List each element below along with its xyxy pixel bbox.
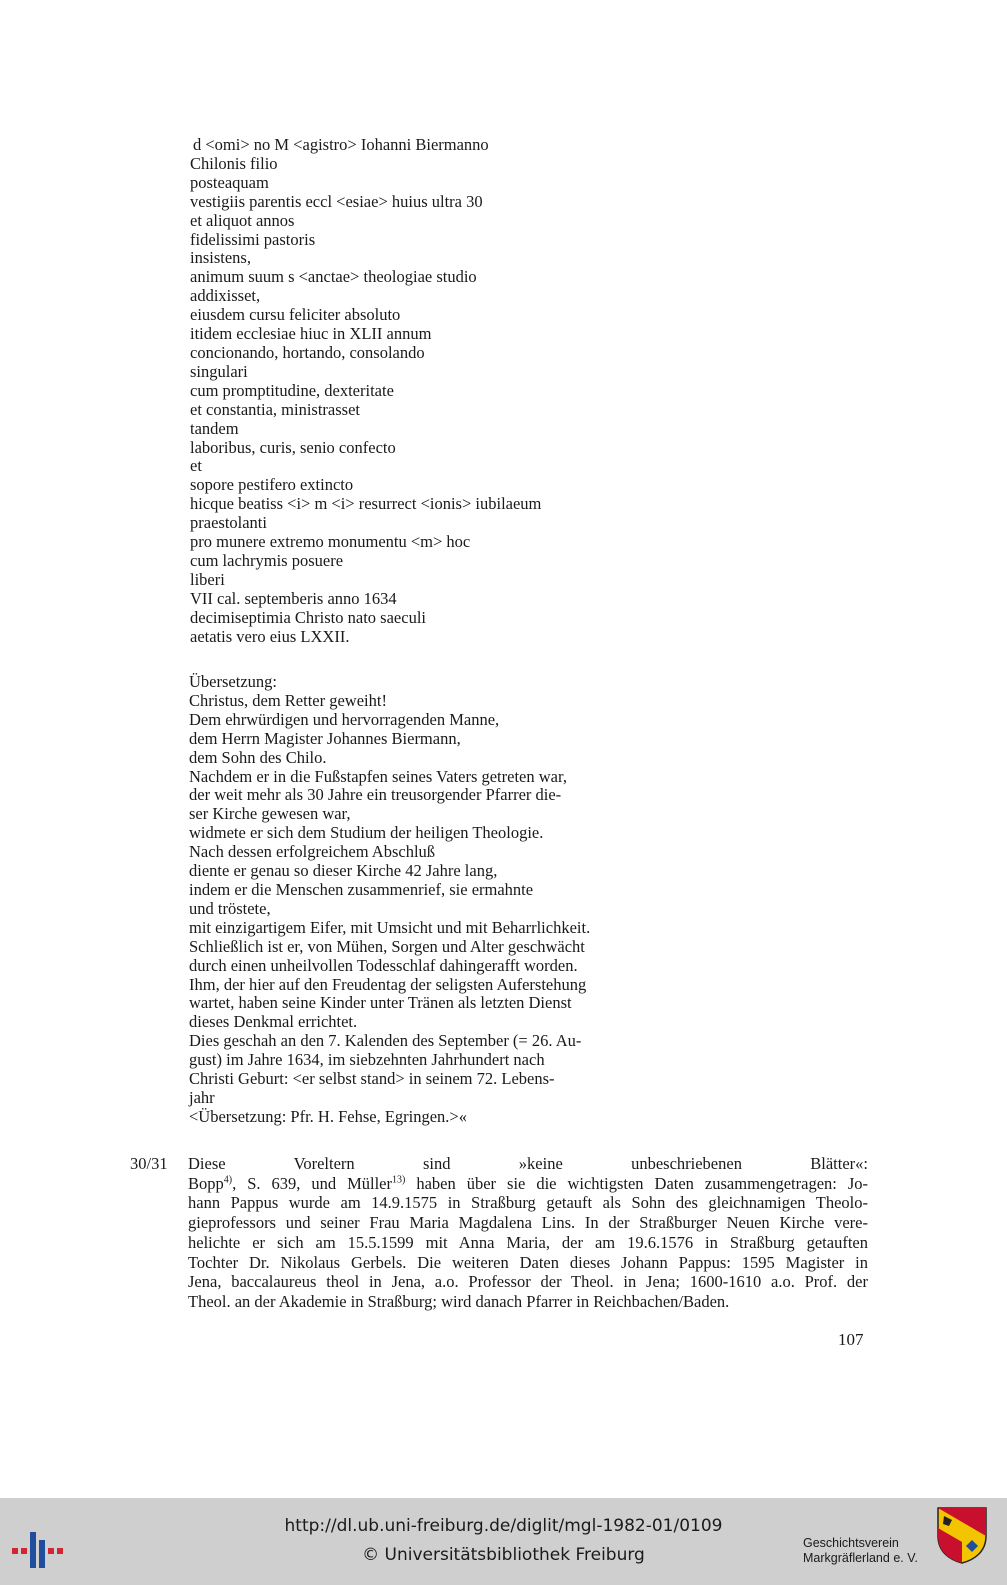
latin-line: VII cal. septemberis anno 1634 xyxy=(190,588,397,608)
latin-line: laboribus, curis, senio confecto xyxy=(190,437,396,457)
latin-line: sopore pestifero extincto xyxy=(190,475,354,495)
page-number: 107 xyxy=(838,1330,864,1349)
german-line: gust) im Jahre 1634, im siebzehnten Jahrhundert nach xyxy=(189,1050,545,1070)
footer-bar xyxy=(0,1498,1007,1585)
german-line: Schließlich ist er, von Mühen, Sorgen und Alter geschwächt xyxy=(189,936,585,956)
german-line: Christi Geburt: <er selbst stand> in seinem 72. Lebens- xyxy=(189,1069,555,1089)
latin-line: aetatis vero eius LXXII. xyxy=(190,626,350,646)
latin-line: d <omi> no M <agistro> Iohanni Biermanno xyxy=(193,135,489,154)
latin-line: animum suum s <anctae> theologiae studio xyxy=(190,267,477,287)
latin-line: insistens, xyxy=(190,248,251,268)
german-translation xyxy=(189,665,689,1127)
footnote-ref: 4) xyxy=(223,1174,233,1186)
german-line: Übersetzung: xyxy=(189,672,277,691)
german-line: durch einen unheilvollen Todesschlaf dahingerafft worden. xyxy=(189,955,578,975)
german-line: dieses Denkmal errichtet. xyxy=(189,1012,358,1032)
latin-line: decimiseptimia Christo nato saeculi xyxy=(190,607,426,627)
german-line: wartet, haben seine Kinder unter Tränen als letzten Dienst xyxy=(189,993,572,1013)
source-url-link[interactable]: http://dl.ub.uni-freiburg.de/diglit/mgl-1982-01/0109 xyxy=(284,1516,723,1536)
latin-line: et aliquot annos xyxy=(190,210,295,230)
latin-line: fidelissimi pastoris xyxy=(190,229,316,249)
copyright-text: © Universitätsbibliothek Freiburg xyxy=(362,1545,645,1565)
note-rest-lines xyxy=(188,1193,868,1311)
note-number: 30/31 xyxy=(130,1154,168,1173)
german-line: mit einzigartigem Eifer, mit Umsicht und mit Beharrlichkeit. xyxy=(189,917,591,937)
latin-inscription xyxy=(190,136,750,646)
german-line: <Übersetzung: Pfr. H. Fehse, Egringen.>« xyxy=(189,1106,467,1126)
german-line: Christus, dem Retter geweiht! xyxy=(189,690,387,710)
latin-line: itidem ecclesiae hiuc in XLII annum xyxy=(190,324,432,344)
footnote-paragraph xyxy=(188,1154,868,1312)
latin-line: addixisset, xyxy=(190,286,261,306)
note-line: hann Pappus wurde am 14.9.1575 in Straßburg getauft als Sohn des gleichnamigen Theolo- xyxy=(188,1193,868,1213)
latin-line: et constantia, ministrasset xyxy=(190,399,361,419)
german-line: widmete er sich dem Studium der heiligen Theologie. xyxy=(189,823,544,843)
note-line: gieprofessors und seiner Frau Maria Magdalena Lins. In der Straßburger Neuen Kirche vere- xyxy=(188,1213,868,1233)
latin-line: pro munere extremo monumentu <m> hoc xyxy=(190,532,471,552)
latin-line: praestolanti xyxy=(190,513,267,533)
latin-line: eiusdem cursu feliciter absoluto xyxy=(190,305,401,325)
german-line: dem Herrn Magister Johannes Biermann, xyxy=(189,728,461,748)
latin-line: cum lachrymis posuere xyxy=(190,550,344,570)
german-line: Dies geschah an den 7. Kalenden des September (= 26. Au- xyxy=(189,1031,582,1051)
german-line: Nachdem er in die Fußstapfen seines Vaters getreten war, xyxy=(189,766,567,786)
note-line: Jena, baccalaureus theol in Jena, a.o. Professor der Theol. in Jena; 1600-1610 a.o. Prof. der xyxy=(188,1272,868,1292)
latin-line: tandem xyxy=(190,418,239,438)
german-line: Ihm, der hier auf den Freudentag der seligsten Auferstehung xyxy=(189,974,587,994)
society-line-1: Geschichtsverein xyxy=(803,1536,899,1550)
german-line: jahr xyxy=(189,1087,215,1107)
latin-line: cum promptitudine, dexteritate xyxy=(190,380,394,400)
footnote-ref: 13) xyxy=(392,1174,406,1186)
german-line: dem Sohn des Chilo. xyxy=(189,747,327,767)
german-line: Nach dessen erfolgreichem Abschluß xyxy=(189,842,436,862)
society-name xyxy=(803,1536,918,1566)
society-line-2: Markgräflerland e. V. xyxy=(803,1551,918,1565)
coat-of-arms-icon xyxy=(936,1506,988,1564)
note-line-2 xyxy=(188,1174,868,1194)
note-text: Bopp xyxy=(188,1173,224,1193)
latin-line: singulari xyxy=(190,361,248,381)
latin-line: concionando, hortando, consolando xyxy=(190,342,425,362)
german-line: Dem ehrwürdigen und hervorragenden Manne, xyxy=(189,709,500,729)
note-text: haben über sie die wichtigsten Daten zusammengetragen: Jo- xyxy=(405,1173,869,1193)
german-line: der weit mehr als 30 Jahre ein treusorgender Pfarrer die- xyxy=(189,785,562,805)
note-line-1: Diese Voreltern sind »keine unbeschriebenen Blätter«: xyxy=(188,1154,868,1173)
latin-line: et xyxy=(190,456,202,476)
latin-line: liberi xyxy=(190,569,225,589)
latin-line: vestigiis parentis eccl <esiae> huius ultra 30 xyxy=(190,191,483,211)
german-line: indem er die Menschen zusammenrief, sie ermahnte xyxy=(189,879,534,899)
latin-line: posteaquam xyxy=(190,172,269,192)
note-line: Theol. an der Akademie in Straßburg; wird danach Pfarrer in Reichbachen/Baden. xyxy=(188,1291,730,1311)
latin-line: hicque beatiss <i> m <i> resurrect <ionis> iubilaeum xyxy=(190,494,542,514)
note-line: Tochter Dr. Nikolaus Gerbels. Die weiteren Daten dieses Johann Pappus: 1595 Magister in xyxy=(188,1252,868,1272)
german-line: diente er genau so dieser Kirche 42 Jahre lang, xyxy=(189,861,498,881)
german-line: ser Kirche gewesen war, xyxy=(189,804,351,824)
note-text: , S. 639, und Müller xyxy=(232,1173,393,1193)
german-line: und tröstete, xyxy=(189,898,271,918)
note-line: helichte er sich am 15.5.1599 mit Anna Maria, der am 19.6.1576 in Straßburg getauften xyxy=(188,1232,868,1252)
latin-line: Chilonis filio xyxy=(190,153,278,173)
